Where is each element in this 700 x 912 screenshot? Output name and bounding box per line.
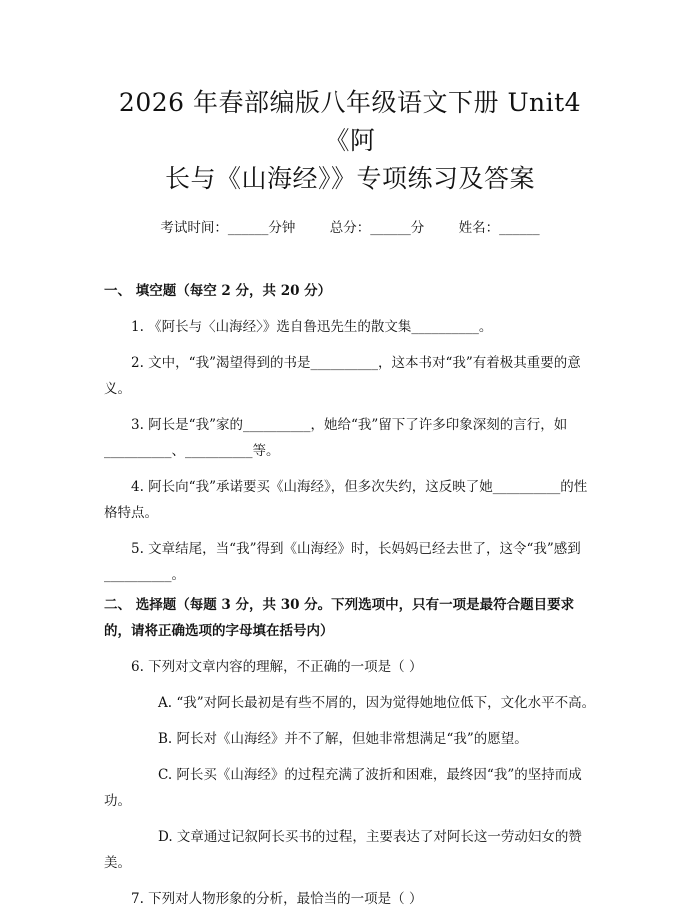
document-title [104,0,596,198]
question-5: 5. 文章结尾，当“我”得到《山海经》时，长妈妈已经去世了，这令“我”感到__________。 [104,541,581,583]
option-d: D. 文章通过记叙阿长买书的过程，主要表达了对阿长这一劳动妇女的赞美。 [104,829,582,871]
exam-time: 考试时间：______分钟 [160,220,296,236]
exam-score: 总分：______分 [329,220,425,236]
exam-info [104,218,596,238]
question-7: 7. 下列对人物形象的分析，最恰当的一项是（ ） [131,891,423,907]
title-line-2: 长与《山海经》》专项练习及答案 [164,164,535,193]
title-line-1: 2026 年春部编版八年级语文下册 Unit4《阿 [118,88,582,155]
question-2: 2. 文中，“我”渴望得到的书是__________，这本书对“我”有着极其重要的意义。 [104,355,581,397]
section-1-heading: 一、 填空题（每空 2 分，共 20 分） [104,283,332,299]
section-2-heading: 二、 选择题（每题 3 分，共 30 分。下列选项中，只有一项是最符合题目要求的，请将正确选项的字母填在括号内） [104,597,575,639]
exam-name: 姓名：______ [458,220,540,236]
option-c: C. 阿长买《山海经》的过程充满了波折和困难，最终因“我”的坚持而成功。 [104,767,582,809]
question-3: 3. 阿长是“我”家的__________，她给“我”留下了许多印象深刻的言行，如__________、__________等。 [104,417,568,459]
question-6: 6. 下列对文章内容的理解，不正确的一项是（ ） [131,659,423,675]
question-1: 1. 《阿长与〈山海经〉》选自鲁迅先生的散文集__________。 [131,319,493,335]
option-b: B. 阿长对《山海经》并不了解，但她非常想满足“我”的愿望。 [158,731,528,747]
option-a: A. “我”对阿长最初是有些不屑的，因为觉得她地位低下，文化水平不高。 [158,695,596,711]
question-4: 4. 阿长向“我”承诺要买《山海经》，但多次失约，这反映了她__________的性格特点。 [104,479,588,521]
